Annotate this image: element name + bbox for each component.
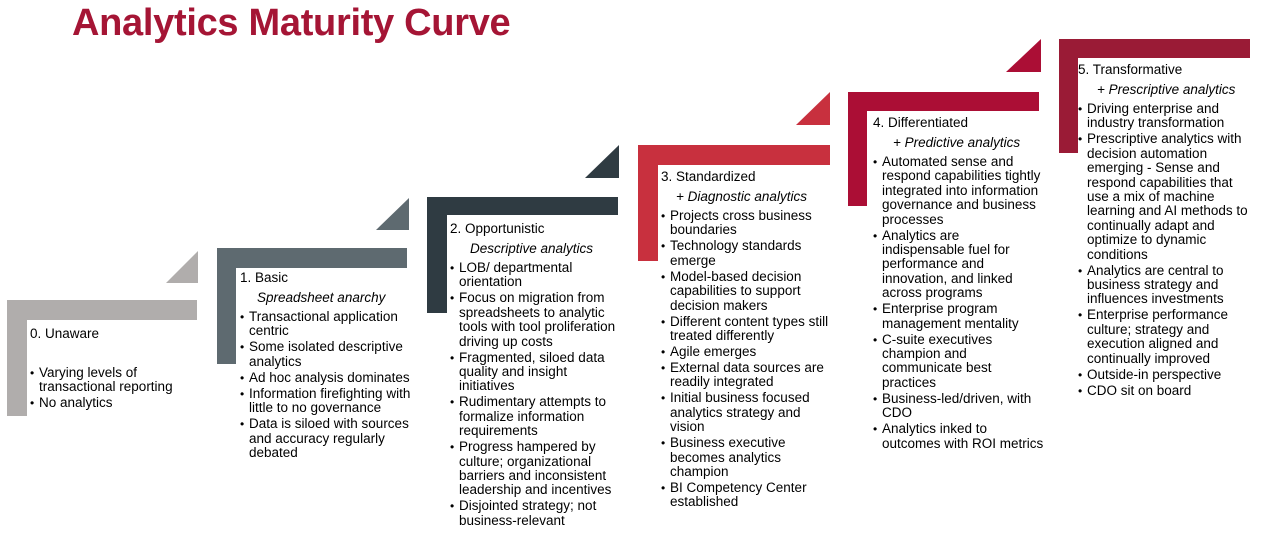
stage-2-bullets bbox=[450, 261, 618, 528]
stage-0-bullets bbox=[30, 366, 200, 411]
stage-3-subtitle: + Diagnostic analytics bbox=[676, 189, 807, 204]
stage-4-bullet: • C-suite executives champion and communicate best practices bbox=[873, 333, 1045, 391]
stage-0-bullet: • Varying levels of transactional reporting bbox=[30, 366, 200, 395]
step-3-top-bar bbox=[638, 145, 830, 165]
stage-4-title: 4. Differentiated bbox=[873, 115, 969, 130]
stage-5-bullet: • CDO sit on board bbox=[1078, 384, 1254, 398]
stage-1-bullets bbox=[240, 310, 412, 460]
stage-1-subtitle: Spreadsheet anarchy bbox=[257, 290, 386, 305]
stage-4-subtitle: + Predictive analytics bbox=[893, 135, 1021, 150]
step-5-top-bar bbox=[1059, 39, 1250, 58]
page-title: Analytics Maturity Curve bbox=[72, 2, 511, 44]
stage-2-bullet: • Fragmented, siloed data quality and insight initiatives bbox=[450, 351, 618, 394]
stage-3-bullet: • Model-based decision capabilities to support decision makers bbox=[661, 270, 831, 313]
stage-2-bullet: • LOB/ departmental orientation bbox=[450, 261, 618, 290]
stage-4-bullets bbox=[873, 155, 1045, 451]
stage-2-bullet: • Rudimentary attempts to formalize information requirements bbox=[450, 395, 618, 438]
stage-5-bullets bbox=[1078, 102, 1254, 398]
stage-2-bullet: • Focus on migration from spreadsheets to analytic tools with tool proliferation driving up costs bbox=[450, 291, 618, 349]
stage-4-bullet: • Enterprise program management mentality bbox=[873, 302, 1045, 331]
stage-4-bullet: • Automated sense and respond capabilities tightly integrated into information governance and business processes bbox=[873, 155, 1045, 227]
step-3-arrow-corner bbox=[796, 92, 830, 125]
stage-5-bullet: • Outside-in perspective bbox=[1078, 368, 1254, 382]
stage-1-bullet: • Some isolated descriptive analytics bbox=[240, 340, 412, 369]
stage-3-bullet: • Technology standards emerge bbox=[661, 239, 831, 268]
step-4-side-bar bbox=[848, 92, 867, 206]
stage-5-bullet: • Prescriptive analytics with decision automation emerging - Sense and respond capabilities that use a mix of machine learning and AI methods to continually adapt and optimize to dynamic conditions bbox=[1078, 132, 1254, 262]
step-0-top-bar bbox=[7, 300, 197, 320]
stage-0-unaware bbox=[30, 326, 200, 412]
step-0-arrow-corner bbox=[166, 251, 198, 283]
stage-1-bullet: • Data is siloed with sources and accuracy regularly debated bbox=[240, 417, 412, 460]
step-1-arrow-corner bbox=[376, 198, 409, 230]
stage-3-bullet: • Different content types still treated differently bbox=[661, 315, 831, 344]
stage-2-title: 2. Opportunistic bbox=[450, 221, 545, 236]
stage-3-bullets bbox=[661, 209, 831, 510]
stage-1-bullet: • Information firefighting with little to no governance bbox=[240, 387, 412, 416]
stage-0-title: 0. Unaware bbox=[30, 326, 100, 341]
stage-2-subtitle: Descriptive analytics bbox=[470, 241, 594, 256]
stage-3-bullet: • Projects cross business boundaries bbox=[661, 209, 831, 238]
stage-3-title: 3. Standardized bbox=[661, 169, 756, 184]
stage-5-bullet: • Driving enterprise and industry transformation bbox=[1078, 102, 1254, 131]
stage-5-bullet: • Enterprise performance culture; strategy and execution aligned and continually improved bbox=[1078, 308, 1254, 366]
step-4-top-bar bbox=[848, 92, 1039, 111]
stage-0-bullet: • No analytics bbox=[30, 396, 200, 410]
step-2-top-bar bbox=[427, 197, 618, 215]
step-0-side-bar bbox=[7, 300, 27, 416]
stage-1-basic bbox=[240, 270, 412, 462]
stage-5-subtitle: + Prescriptive analytics bbox=[1097, 82, 1236, 97]
step-2-arrow-corner bbox=[585, 145, 619, 178]
step-4-arrow-corner bbox=[1006, 39, 1041, 72]
stage-2-bullet: • Disjointed strategy; not business-relevant bbox=[450, 499, 618, 528]
stage-5-transformative bbox=[1078, 62, 1254, 400]
step-2-side-bar bbox=[427, 197, 447, 313]
stage-3-standardized bbox=[661, 169, 831, 511]
stage-5-bullet: • Analytics are central to business strategy and influences investments bbox=[1078, 264, 1254, 307]
step-5-side-bar bbox=[1059, 39, 1078, 153]
stage-2-opportunistic bbox=[450, 221, 618, 530]
stage-1-bullet: • Transactional application centric bbox=[240, 310, 412, 339]
stage-3-bullet: • BI Competency Center established bbox=[661, 481, 831, 510]
stage-4-bullet: • Business-led/driven, with CDO bbox=[873, 392, 1045, 421]
stage-3-bullet: • Initial business focused analytics strategy and vision bbox=[661, 391, 831, 434]
stage-3-bullet: • Business executive becomes analytics champion bbox=[661, 436, 831, 479]
stage-4-differentiated bbox=[873, 115, 1045, 453]
stage-3-bullet: • Agile emerges bbox=[661, 345, 831, 359]
stage-3-bullet: • External data sources are readily integrated bbox=[661, 361, 831, 390]
stage-4-bullet: • Analytics inked to outcomes with ROI metrics bbox=[873, 422, 1045, 451]
stage-1-title: 1. Basic bbox=[240, 270, 289, 285]
stage-5-title: 5. Transformative bbox=[1078, 62, 1183, 77]
stage-4-bullet: • Analytics are indispensable fuel for performance and innovation, and linked across programs bbox=[873, 229, 1045, 301]
step-1-top-bar bbox=[217, 248, 407, 268]
step-1-side-bar bbox=[217, 248, 236, 364]
stage-1-bullet: • Ad hoc analysis dominates bbox=[240, 371, 412, 385]
step-3-side-bar bbox=[638, 145, 658, 261]
stage-2-bullet: • Progress hampered by culture; organizational barriers and inconsistent leadership and incentives bbox=[450, 440, 618, 498]
